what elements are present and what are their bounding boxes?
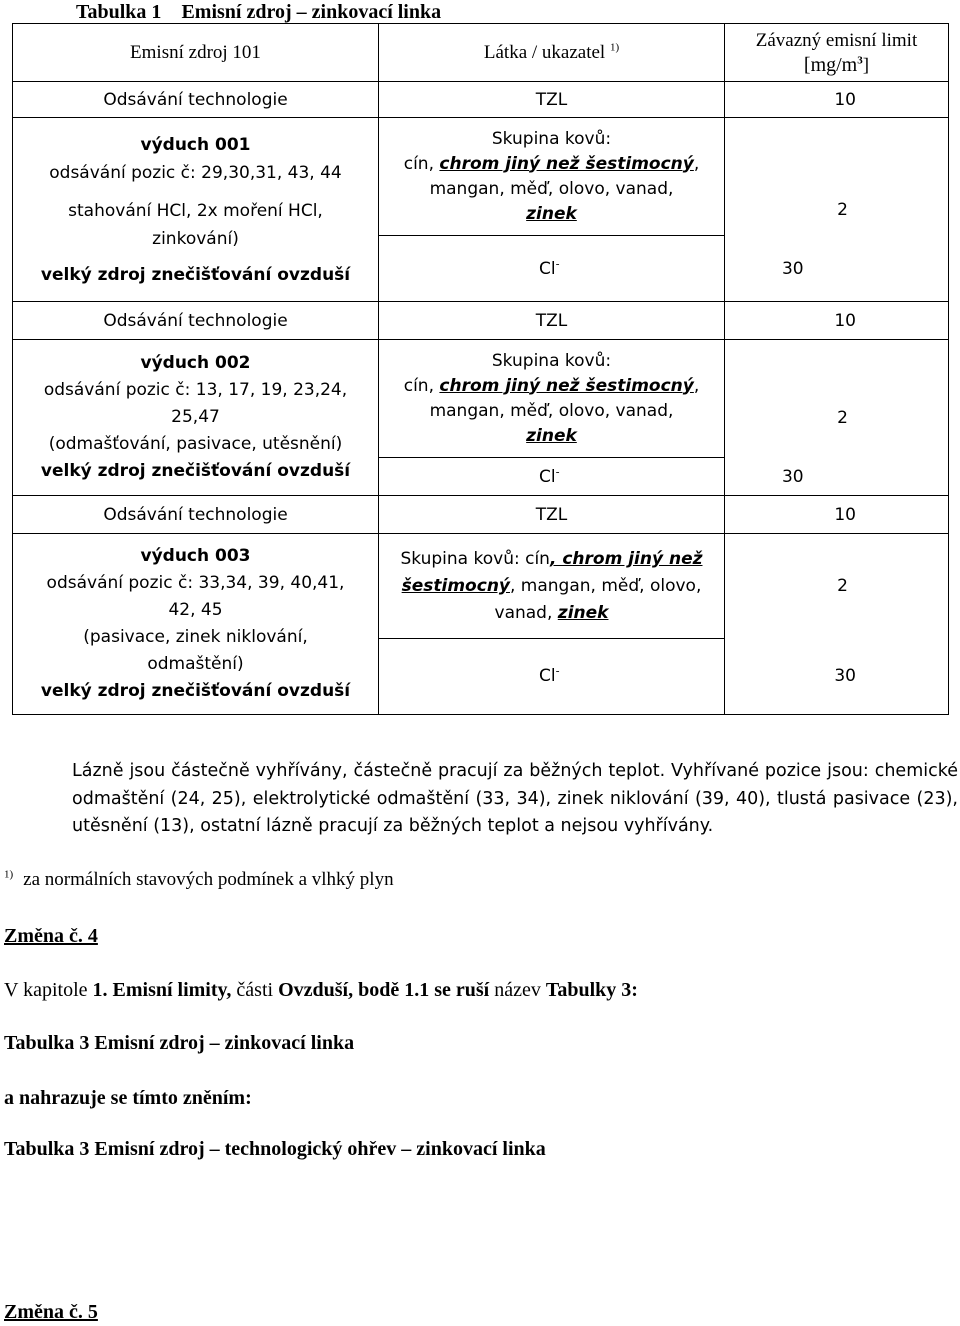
- vyduch-label: výduch 002: [140, 353, 251, 373]
- header-limit: Závazný emisní limit $[mg/m^3]$: [725, 24, 949, 82]
- source-desc-line: stahování HCl, 2x moření HCl,: [68, 200, 323, 221]
- tzl-limit: 10: [725, 302, 949, 340]
- tzl-label: TZL: [379, 496, 725, 534]
- source-desc-line: (odmašťování, pasivace, utěsnění): [48, 434, 343, 454]
- tech-label: Odsávání technologie: [13, 496, 379, 534]
- metals-cell: Skupina kovů: cín, chrom jiný než šestimocný, mangan, měď, olovo, vanad, zinek: [379, 340, 725, 458]
- table-caption-label: Tabulka 1: [76, 1, 162, 23]
- table-row: [13, 496, 949, 534]
- cl-limit: 30: [781, 258, 804, 279]
- table-row: [13, 534, 949, 639]
- source-cell-001: [13, 118, 379, 302]
- table-caption: [76, 0, 441, 24]
- metals-limit: 2: [837, 407, 848, 428]
- cl-limit: 30: [834, 666, 856, 686]
- source-desc-line: odsávání pozic č: 29,30,31, 43, 44: [49, 162, 342, 183]
- table-header-row: [13, 24, 949, 82]
- tech-label: Odsávání technologie: [13, 82, 379, 118]
- tzl-label: TZL: [379, 302, 725, 340]
- replacement-intro: a nahrazuje se tímto zněním:: [4, 1087, 252, 1109]
- limit-cell-003: [725, 534, 949, 715]
- metals-cell: Skupina kovů: cín, chrom jiný než šestimocný, mangan, měď, olovo, vanad, zinek: [379, 534, 725, 639]
- source-cell-002: [13, 340, 379, 496]
- category-label: velký zdroj znečišťování ovzduší: [40, 681, 351, 701]
- new-table-title: Tabulka 3 Emisní zdroj – technologický ohřev – zinkovací linka: [4, 1138, 546, 1160]
- source-desc-line: 42, 45: [168, 600, 223, 620]
- change-5-heading: Změna č. 5: [4, 1301, 98, 1323]
- change-4-heading: Změna č. 4: [4, 925, 98, 947]
- table-caption-title: Emisní zdroj – zinkovací linka: [181, 1, 442, 23]
- table-row: [13, 118, 949, 236]
- tzl-limit: 10: [725, 496, 949, 534]
- metals-limit: 2: [837, 199, 848, 220]
- header-source: Emisní zdroj 101: [13, 24, 379, 82]
- footnote-text: za normálních stavových podmínek a vlhký plyn: [23, 869, 394, 890]
- limit-cell-001: [725, 118, 949, 302]
- table-row: [13, 340, 949, 458]
- emission-table: [12, 23, 949, 715]
- cl-limit: 30: [781, 466, 804, 487]
- footnote: [4, 868, 394, 892]
- chapter-paragraph: V kapitole 1. Emisní limity, části Ovzduší, bodě 1.1 se ruší název Tabulky 3:: [4, 979, 638, 1001]
- tzl-label: TZL: [379, 82, 725, 118]
- source-cell-003: [13, 534, 379, 715]
- cl-label: Cl- 30: [379, 458, 725, 496]
- tech-label: Odsávání technologie: [13, 302, 379, 340]
- table-row: [13, 302, 949, 340]
- source-desc-line: zinkování): [152, 228, 239, 249]
- footnote-mark: 1): [4, 868, 14, 881]
- limit-cell-002: [725, 340, 949, 496]
- header-substance: Látka / ukazatel $^{1)}$: [379, 24, 725, 82]
- source-desc-line: (pasivace, zinek niklování,: [83, 627, 308, 647]
- source-desc-line: odmaštění): [147, 654, 244, 674]
- source-desc-line: odsávání pozic č: 33,34, 39, 40,41,: [46, 573, 345, 593]
- note-paragraph: Lázně jsou částečně vyhřívány, částečně pracují za běžných teplot. Vyhřívané pozice jsou: chemické odmaštění (24, 25), elektrolytické odmaštění (33, 34), zinek niklování (39, 40), tlustá pasivace (23), utěsnění (13), ostatní lázně pracují za běžných teplot a nejsou vyhřívány.: [72, 761, 958, 836]
- category-label: velký zdroj znečišťování ovzduší: [40, 264, 351, 285]
- metals-cell: Skupina kovů: cín, chrom jiný než šestimocný, mangan, měď, olovo, vanad, zinek: [379, 118, 725, 236]
- table-row: [13, 82, 949, 118]
- cl-label: Cl- 30: [379, 236, 725, 302]
- old-table-title: Tabulka 3 Emisní zdroj – zinkovací linka: [4, 1032, 355, 1054]
- metals-limit: 2: [837, 576, 848, 596]
- tzl-limit: 10: [725, 82, 949, 118]
- vyduch-label: výduch 001: [140, 134, 251, 155]
- category-label: velký zdroj znečišťování ovzduší: [40, 461, 351, 481]
- cl-label: Cl-: [379, 638, 725, 714]
- source-desc-line: 25,47: [171, 407, 220, 427]
- vyduch-label: výduch 003: [140, 546, 251, 566]
- source-desc-line: odsávání pozic č: 13, 17, 19, 23,24,: [43, 380, 348, 400]
